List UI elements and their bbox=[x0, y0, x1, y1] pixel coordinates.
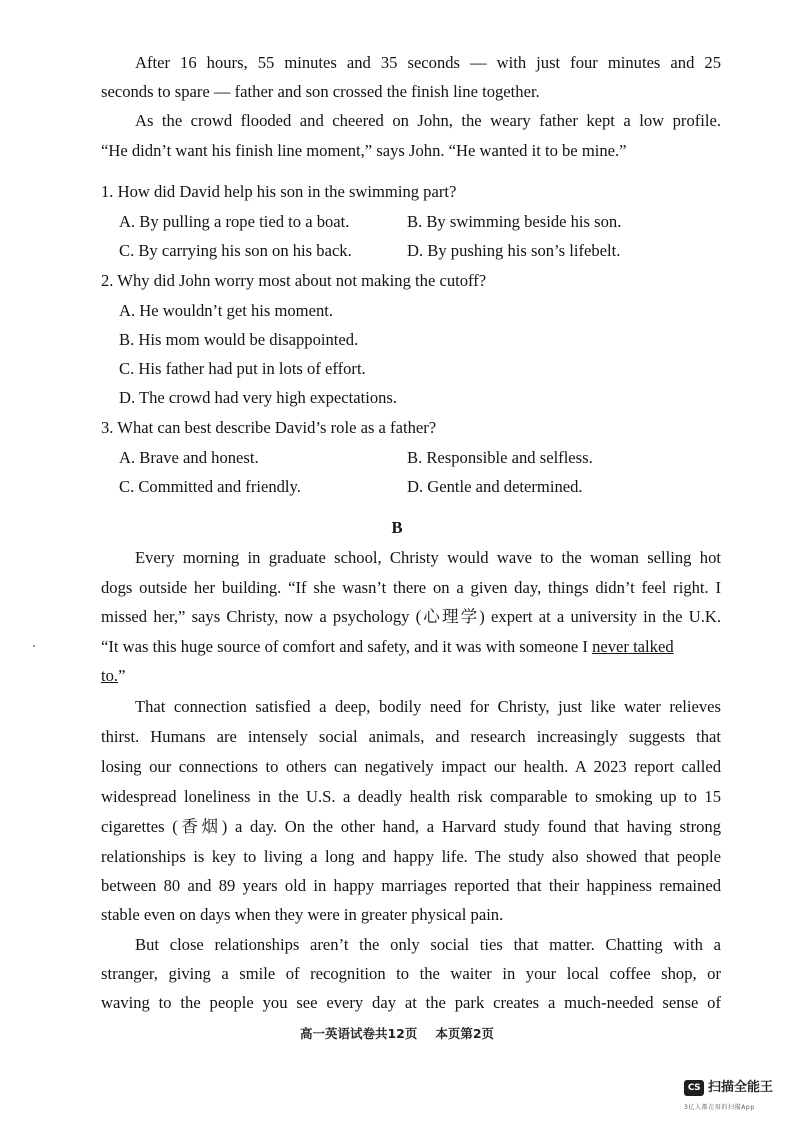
page-footer bbox=[0, 1024, 794, 1042]
question-stem: 3. What can best describe David’s role as a father? bbox=[101, 418, 437, 437]
option-b: B. Responsible and selfless. bbox=[407, 448, 593, 467]
passage-line: missed her,” says Christy, now a psychology (心理学) expert at a university in the U.K. bbox=[101, 607, 721, 626]
passage-line: cigarettes (香烟) a day. On the other hand, a Harvard study found that having strong bbox=[101, 817, 721, 836]
option-d: D. The crowd had very high expectations. bbox=[119, 388, 398, 407]
passage-line: losing our connections to others can negatively impact our health. A 2023 report called bbox=[101, 757, 721, 776]
camscanner-watermark bbox=[684, 1079, 794, 1119]
option-c: C. Committed and friendly. bbox=[119, 477, 301, 496]
underlined-phrase: to. bbox=[101, 666, 119, 685]
passage-line bbox=[101, 666, 721, 686]
passage-line: stranger, giving a smile of recognition to the waiter in your local coffee shop, or bbox=[101, 964, 721, 983]
section-heading: B bbox=[391, 518, 403, 537]
option-b: B. His mom would be disappointed. bbox=[119, 330, 359, 349]
option-d: D. By pushing his son’s lifebelt. bbox=[407, 241, 621, 260]
option-a: A. He wouldn’t get his moment. bbox=[119, 301, 334, 320]
option-b: B. By swimming beside his son. bbox=[407, 212, 622, 231]
option-c: C. By carrying his son on his back. bbox=[119, 241, 352, 260]
passage-line: But close relationships aren’t the only social ties that matter. Chatting with a bbox=[135, 935, 721, 954]
passage-line: That connection satisfied a deep, bodily need for Christy, just like water relieves bbox=[135, 697, 721, 716]
passage-line: seconds to spare — father and son crossed the finish line together. bbox=[101, 82, 540, 101]
passage-line: widespread loneliness in the U.S. a deadly health risk comparable to smoking up to 15 bbox=[101, 787, 721, 806]
passage-line: relationships is key to living a long and happy life. The study also showed that people bbox=[101, 847, 721, 866]
passage-line: waving to the people you see every day at the park creates a much-needed sense of bbox=[101, 993, 721, 1012]
passage-line: After 16 hours, 55 minutes and 35 seconds — with just four minutes and 25 bbox=[135, 53, 721, 72]
passage-line: stable even on days when they were in greater physical pain. bbox=[101, 905, 504, 924]
option-a: A. By pulling a rope tied to a boat. bbox=[119, 212, 350, 231]
passage-line bbox=[101, 637, 721, 657]
text-run: ” bbox=[118, 666, 126, 685]
question-stem: 1. How did David help his son in the swimming part? bbox=[101, 182, 457, 201]
passage-line: thirst. Humans are intensely social animals, and research increasingly suggests that bbox=[101, 727, 721, 746]
current-page-label: 本页第2页 bbox=[435, 1026, 495, 1041]
total-pages-label: 高一英语试卷共12页 bbox=[299, 1026, 418, 1041]
watermark-title: 扫描全能王 bbox=[708, 1080, 774, 1095]
passage-line: between 80 and 89 years old in happy marriages reported that their happiness remained bbox=[101, 876, 721, 895]
underlined-phrase: never talked bbox=[592, 637, 674, 656]
option-c: C. His father had put in lots of effort. bbox=[119, 359, 366, 378]
camscanner-logo-icon: CS bbox=[684, 1080, 704, 1096]
question-stem: 2. Why did John worry most about not making the cutoff? bbox=[101, 271, 487, 290]
passage-line: As the crowd flooded and cheered on John, the weary father kept a low profile. bbox=[135, 111, 721, 130]
passage-line: dogs outside her building. “If she wasn’t there on a given day, things didn’t feel right. I bbox=[101, 578, 721, 597]
passage-line: “He didn’t want his finish line moment,” says John. “He wanted it to be mine.” bbox=[101, 141, 627, 160]
watermark-subtitle: 3亿人都在用的扫描App bbox=[684, 1104, 755, 1111]
passage-line: Every morning in graduate school, Christy would wave to the woman selling hot bbox=[135, 548, 721, 567]
option-d: D. Gentle and determined. bbox=[407, 477, 583, 496]
option-a: A. Brave and honest. bbox=[119, 448, 259, 467]
scan-speck bbox=[33, 645, 35, 647]
text-run: “It was this huge source of comfort and safety, and it was with someone I bbox=[101, 637, 593, 656]
